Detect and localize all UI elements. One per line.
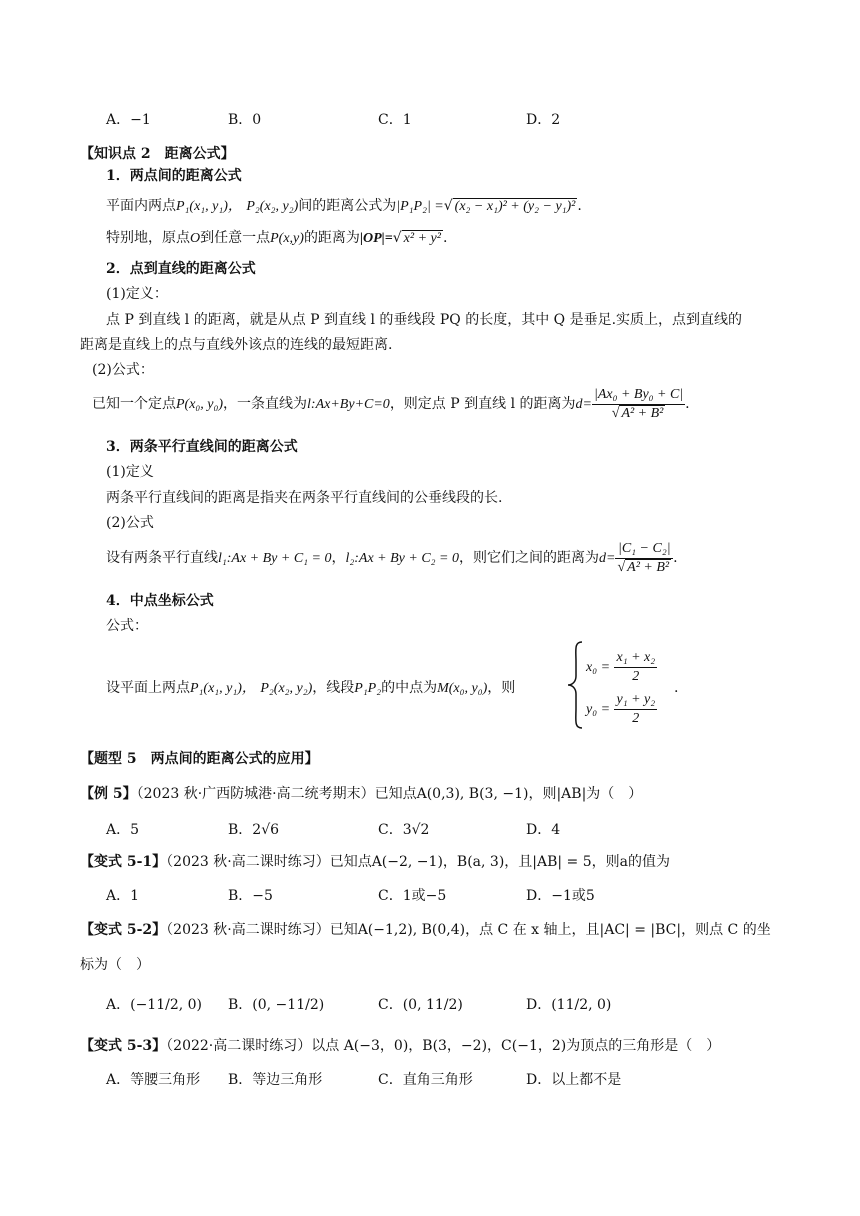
s2-f-point: P(x₀, y₀) <box>176 397 224 412</box>
section-3-formula-line <box>106 538 678 579</box>
s4-x0: x₀ = <box>586 660 611 675</box>
s3-frac-den-rad: A² + B² <box>627 559 670 575</box>
prev-option-b: B．0 <box>228 112 262 128</box>
s1-special-op: |OP|= <box>359 231 393 246</box>
s3-f-d: d= <box>599 551 616 566</box>
variant-5-3-text: （2022·高二课时练习）以点 A(−3，0)，B(3，−2)，C(−1，2)为顶点的三角形是（ ） <box>166 1038 721 1054</box>
s4-x-frac <box>614 649 657 686</box>
example-5-tag: 【例 5】 <box>80 786 137 802</box>
s2-frac-num: |Ax₀ + By₀ + C| <box>592 386 685 405</box>
section-4-formula-line <box>106 678 515 699</box>
s4-f-a: 设平面上两点 <box>106 680 190 696</box>
s3-fraction <box>615 540 673 577</box>
v53-option-c: C．直角三角形 <box>378 1072 473 1088</box>
prev-option-c: C．1 <box>378 112 412 128</box>
prev-option-a: A．−1 <box>106 112 151 128</box>
variant-5-2-text: （2023 秋·高二课时练习）已知A(−1,2), B(0,4)，点 C 在 x 轴上，且|AC| = |BC|，则点 C 的坐 <box>166 922 771 938</box>
s4-f-b: ，线段 <box>312 680 355 696</box>
midpoint-x-row <box>586 648 657 687</box>
v53-option-b: B．等边三角形 <box>228 1072 323 1088</box>
left-brace-icon <box>566 640 586 730</box>
s3-f-l1: l₁:Ax + By + C₁ = 0 <box>218 551 332 566</box>
variant-5-1-tag: 【变式 5-1】 <box>80 854 167 870</box>
s1-text-b: 间的距离公式为 <box>298 198 397 214</box>
s2-frac-den: √ A² + B² <box>611 405 664 421</box>
s4-y-den: 2 <box>632 710 640 726</box>
midpoint-y-row <box>586 690 657 729</box>
s1-p2: P₂(x₂, y₂) <box>246 199 299 214</box>
s4-f-midpoint: M(x₀, y₀) <box>437 681 488 696</box>
v51-option-a: A．1 <box>106 888 140 904</box>
s3-f-b: ，则它们之间的距离为 <box>459 550 599 566</box>
section-3-def-text: 两条平行直线间的距离是指夹在两条平行直线间的公垂线段的长. <box>106 490 503 506</box>
s1-formula-radicand: (x₂ − x₁)² + (y₂ − y₁)² <box>454 199 576 214</box>
s1-special-p: P(x,y) <box>270 231 304 246</box>
s4-y-frac <box>614 691 657 728</box>
v53-option-d: D．以上都不是 <box>526 1072 622 1088</box>
section-4-title: 4．中点坐标公式 <box>106 593 214 609</box>
variant-5-1-text: （2023 秋·高二课时练习）已知点A(−2, −1)，B(a, 3)，且|AB| = 5，则a的值为 <box>166 854 670 870</box>
ex5-option-d: D．4 <box>526 822 561 838</box>
s2-f-d: d= <box>575 397 592 412</box>
v51-option-b: B．−5 <box>228 888 273 904</box>
section-2-formula-label: (2)公式： <box>92 362 154 378</box>
variant-5-2 <box>80 920 771 940</box>
s4-f-p2: P₂(x₂, y₂) <box>260 681 313 696</box>
s2-frac-den-rad: A² + B² <box>621 405 664 421</box>
section-1-title: 1．两点间的距离公式 <box>106 168 242 184</box>
section-2-def-label: (1)定义： <box>106 286 168 302</box>
s4-y0: y₀ = <box>586 702 611 717</box>
s3-f-l2: l₂:Ax + By + C₂ = 0 <box>345 551 459 566</box>
topic-header: 【题型 5 两点间的距离公式的应用】 <box>80 751 319 767</box>
period-5: . <box>674 680 679 696</box>
variant-5-2-tag: 【变式 5-2】 <box>80 922 167 938</box>
section-3-title: 3．两条平行直线间的距离公式 <box>106 439 298 455</box>
section-3-def-label: (1)定义 <box>106 464 154 480</box>
s1-p1: P₁(x₁, y₁)， <box>176 199 242 214</box>
s3-f-a: 设有两条平行直线 <box>106 550 218 566</box>
s3-frac-num: |C₁ − C₂| <box>615 540 673 559</box>
s4-y-num: y₁ + y₂ <box>614 691 657 710</box>
ex5-option-a: A．5 <box>106 822 140 838</box>
s2-fraction <box>592 386 685 423</box>
v52-option-b: B．(0, −11/2) <box>228 997 325 1013</box>
v51-option-d: D．−1或5 <box>526 888 595 904</box>
period-2: . <box>442 230 448 246</box>
s3-f-sep: ， <box>331 550 346 566</box>
s1-special-a: 特别地，原点 <box>106 230 190 246</box>
section-1-special <box>106 228 447 249</box>
v51-option-c: C．1或−5 <box>378 888 447 904</box>
v53-option-a: A．等腰三角形 <box>106 1072 201 1088</box>
v52-option-d: D．(11/2, 0) <box>526 997 612 1013</box>
variant-5-3 <box>80 1036 720 1056</box>
s1-special-radicand: x² + y² <box>403 231 441 246</box>
example-5 <box>80 784 642 804</box>
section-2-formula-line <box>92 384 690 425</box>
variant-5-1 <box>80 852 670 872</box>
sqrt-symbol: √ <box>443 198 453 214</box>
section-3-formula-label: (2)公式 <box>106 515 154 531</box>
section-2-def-line2: 距离是直线上的点与直线外该点的连线的最短距离. <box>80 337 393 353</box>
s4-x-den: 2 <box>632 668 640 684</box>
s2-f-b: ，一条直线为 <box>223 396 308 412</box>
section-2-title: 2．点到直线的距离公式 <box>106 261 256 277</box>
s1-special-b: 到任意一点 <box>200 230 271 246</box>
s1-text-a: 平面内两点 <box>106 198 176 214</box>
section-4-label: 公式： <box>106 618 148 634</box>
period-4: . <box>673 550 678 566</box>
s2-f-line: l:Ax+By+C=0 <box>307 397 390 412</box>
s1-formula-lhs: |P₁P₂| = <box>396 199 444 214</box>
period-3: . <box>685 396 690 412</box>
knowledge-point-header: 【知识点 2 距离公式】 <box>80 146 235 162</box>
period: . <box>577 198 582 214</box>
s4-f-p1: P₁(x₁, y₁)， <box>190 681 256 696</box>
s2-f-c: ，则定点 P 到直线 l 的距离为 <box>389 396 576 412</box>
example-5-text: （2023 秋·广西防城港·高二统考期末）已知点A(0,3), B(3, −1)，则|AB|为（ ） <box>136 786 643 802</box>
s4-f-d: ，则 <box>487 680 516 696</box>
s4-f-seg: P₁P₂ <box>354 681 382 696</box>
sqrt-symbol-2: √ <box>392 230 402 246</box>
prev-option-d: D．2 <box>526 112 561 128</box>
s4-f-c: 的中点为 <box>381 680 438 696</box>
section-2-def-line1: 点 P 到直线 l 的距离，就是从点 P 到直线 l 的垂线段 PQ 的长度，其中 Q 是垂足.实质上，点到直线的 <box>106 312 743 328</box>
v52-option-c: C．(0, 11/2) <box>378 997 463 1013</box>
s3-frac-den: √ A² + B² <box>617 559 670 575</box>
variant-5-3-tag: 【变式 5-3】 <box>80 1038 167 1054</box>
ex5-option-c: C．3√2 <box>378 822 430 838</box>
v52-option-a: A．(−11/2, 0) <box>106 997 203 1013</box>
s4-x-num: x₁ + x₂ <box>614 649 657 668</box>
s1-special-o: O <box>190 231 201 246</box>
ex5-option-b: B．2√6 <box>228 822 280 838</box>
variant-5-2-text-2: 标为（ ） <box>80 957 150 973</box>
section-1-formula-line <box>106 196 582 217</box>
s1-special-c: 的距离为 <box>303 230 360 246</box>
s2-f-a: 已知一个定点 <box>92 396 176 412</box>
